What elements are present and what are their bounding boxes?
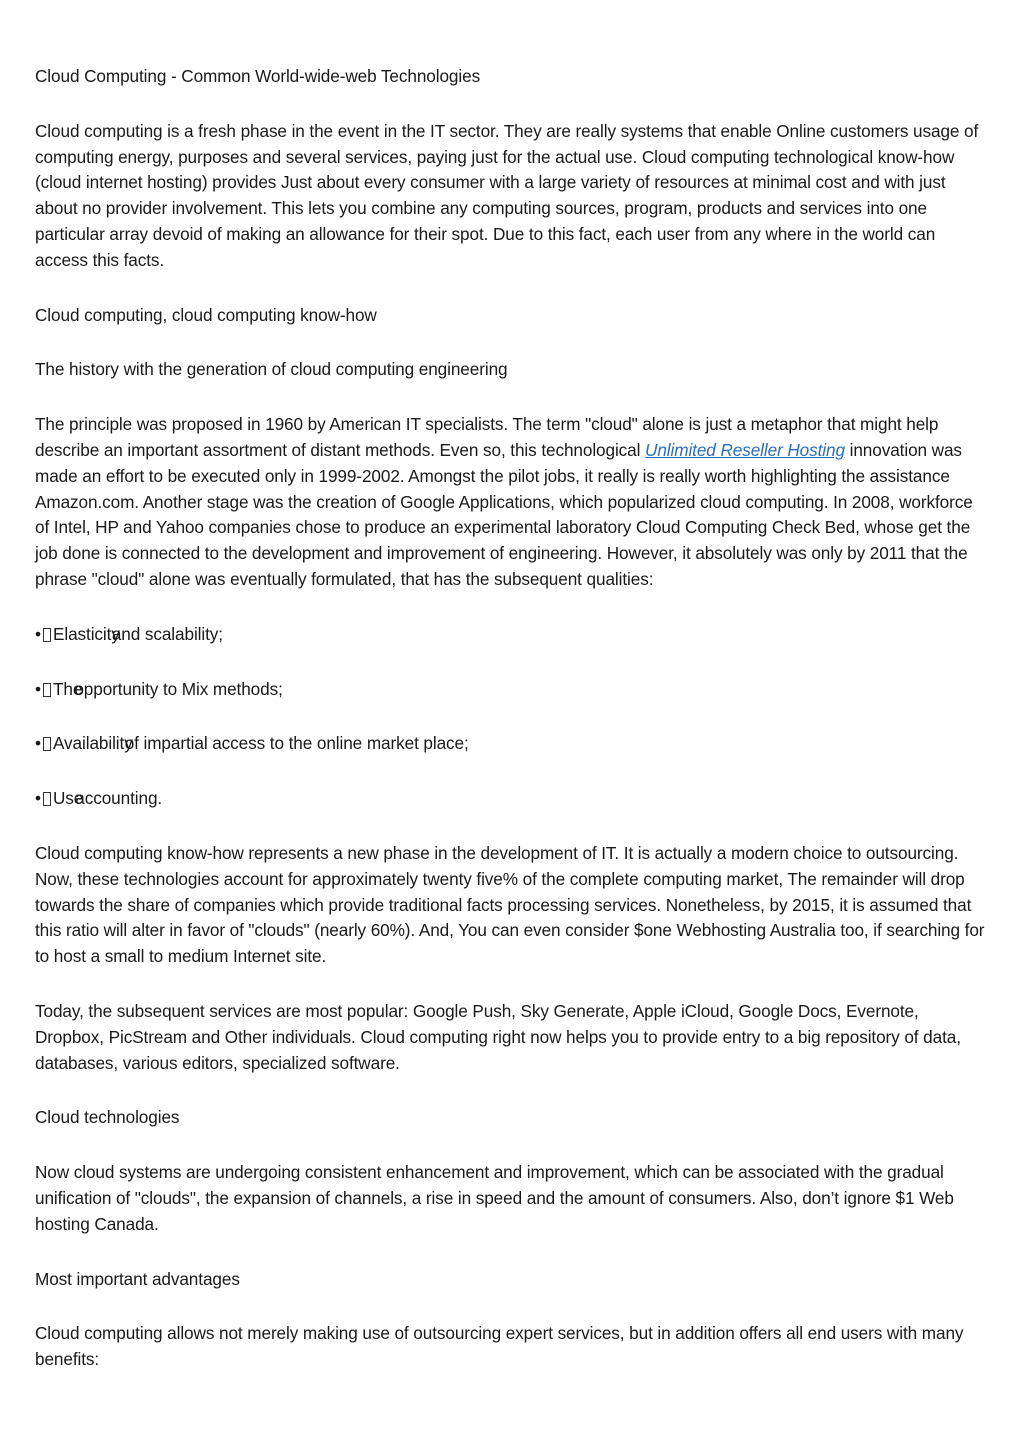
qualities-list (35, 622, 990, 812)
list-item (35, 786, 990, 812)
services-paragraph: Today, the subsequent services are most popular: Google Push, Sky Generate, Apple iCloud, Google Docs, Evernote, Dropbox, PicStream and Other individuals. Cloud computing right now helps you to provide entry to a big repository of data, databases, various editors, specialized software. (35, 1000, 961, 1073)
bullet-icon: • (35, 733, 41, 754)
keywords-line: Cloud computing, cloud computing know-how (35, 304, 377, 325)
history-text-after-link: innovation was made an effort to be executed only in 1999-2002. Amongst the pilot jobs, it really is really worth highlighting the assistance Amazon.com. Another stage was the creation of Google Applications, which popularized cloud computing. In 2008, workforce of Intel, HP and Yahoo companies chose to produce an experimental laboratory Cloud Computing Check Bed, whose get the job done is connected to the development and improvement of engineering. However, it absolutely was only by 2011 that the phrase "cloud" alone was eventually formulated, that has the subsequent qualities: (35, 439, 973, 589)
quality-rest: accounting. (75, 788, 163, 809)
history-paragraph (35, 412, 990, 593)
document-title: Cloud Computing - Common World-wide-web Technologies (35, 66, 481, 86)
quality-term: Availability (53, 733, 133, 754)
bullet-icon: • (35, 678, 41, 699)
history-heading: The history with the generation of cloud computing engineering (35, 359, 508, 380)
quality-rest: and scalability; (111, 623, 223, 644)
market-paragraph: Cloud computing know-how represents a new phase in the development of IT. It is actually a modern choice to outsourcing. Now, these technologies account for approximately twenty five% of the complete computing market, The remainder will drop towards the share of companies which provide traditional facts processing services. Nonetheless, by 2015, it is assumed that this ratio will alter in favor of "clouds" (nearly 60%). And, You can even consider $one Webhosting Australia too, if searching for to host a small to medium Internet site. (35, 842, 985, 967)
unlimited-reseller-hosting-link[interactable]: Unlimited Reseller Hosting (645, 439, 845, 460)
list-item (35, 677, 990, 703)
quality-term: Elasticity (53, 623, 120, 644)
cloud-technologies-paragraph: Now cloud systems are undergoing consistent enhancement and improvement, which can be associated with the gradual unification of "clouds", the expansion of channels, a rise in speed and the amount of consumers. Also, don’t ignore $1 Web hosting Canada. (35, 1162, 954, 1234)
missing-glyph-icon (43, 628, 51, 642)
list-item (35, 731, 990, 757)
intro-paragraph: Cloud computing is a fresh phase in the event in the IT sector. They are really systems that enable Online customers usage of computing energy, purposes and several services, paying just for the actual use. Cloud computing technological know-how (cloud internet hosting) provides Just about every consumer with a large variety of resources at minimal cost and with just about no provider involvement. This lets you combine any computing sources, program, products and services into one particular array devoid of making an allowance for their spot. Due to this fact, each user from any where in the world can access this facts. (35, 120, 979, 270)
advantages-paragraph: Cloud computing allows not merely making use of outsourcing expert services, but in addition offers all end users with many benefits: (35, 1323, 964, 1370)
advantages-heading: Most important advantages (35, 1268, 240, 1289)
cloud-technologies-heading: Cloud technologies (35, 1107, 180, 1128)
quality-term: The (53, 678, 83, 699)
quality-rest: of impartial access to the online market place; (124, 733, 469, 754)
bullet-icon: • (35, 788, 41, 809)
bullet-icon: • (35, 623, 41, 644)
quality-term: Use (53, 788, 84, 809)
missing-glyph-icon (43, 792, 51, 806)
quality-rest: opportunity to Mix methods; (74, 678, 283, 699)
history-text-before-link: The principle was proposed in 1960 by American IT specialists. The term "cloud" alone is just a metaphor that might help describe an important assortment of distant methods. Even so, this technological (35, 414, 939, 460)
list-item (35, 622, 990, 648)
missing-glyph-icon (43, 683, 51, 697)
missing-glyph-icon (43, 737, 51, 751)
